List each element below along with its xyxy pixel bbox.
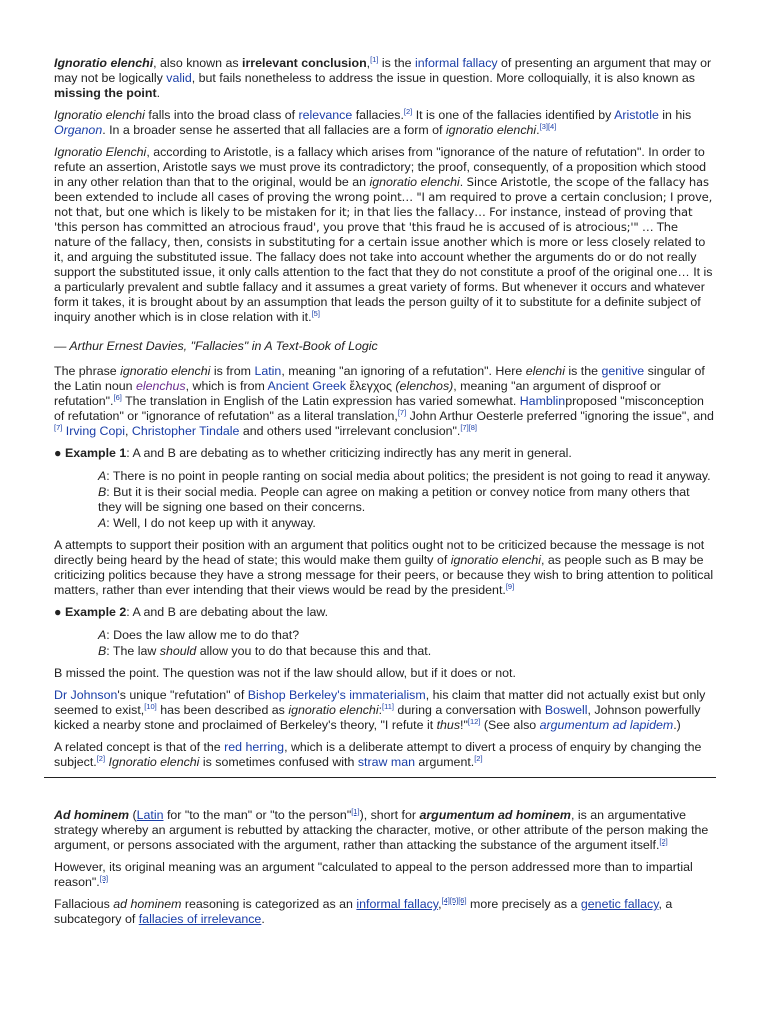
text: : Does the law allow me to do that? (106, 628, 300, 642)
ref-7-8[interactable]: [7][8] (460, 422, 478, 432)
ref-1[interactable]: [1] (351, 806, 360, 816)
link-valid[interactable]: valid (166, 71, 192, 85)
link-bishop-berkeley[interactable]: Bishop Berkeley's (247, 688, 346, 702)
ref-3-4[interactable]: [3][4] (539, 121, 557, 131)
text: more precisely as a (466, 897, 581, 911)
dialog-line (98, 485, 716, 515)
link-boswell[interactable]: Boswell (544, 703, 588, 717)
ref-7[interactable]: [7] (397, 407, 407, 417)
text: argument. (414, 755, 475, 769)
link-genitive[interactable]: genitive (601, 364, 645, 378)
intro-paragraph (54, 56, 716, 101)
link-immaterialism[interactable]: immaterialism (349, 688, 426, 702)
example-1-dialog (98, 469, 716, 531)
bold-term: missing the point (54, 86, 157, 100)
text: , meaning "an ignoring of a refutation". Here (281, 364, 526, 378)
speaker: B (98, 644, 107, 658)
dialog-line (98, 644, 716, 659)
link-aristotle[interactable]: Aristotle (614, 108, 659, 122)
italic-term: thus (436, 718, 461, 732)
text: , (438, 897, 442, 911)
link-argumentum-ad-lapidem[interactable]: argumentum ad lapidem (539, 718, 674, 732)
text: , as people such as B may be criticizing politics because they have a strong message for their peers, or because they wish to bring attention to political matters, rather than ever intending that their views would be read by the president. (54, 553, 714, 597)
ref-2[interactable]: [2] (659, 836, 668, 846)
link-straw-man[interactable]: straw man (357, 755, 415, 769)
text: , a subcategory of (54, 897, 673, 926)
speaker: A (98, 516, 107, 530)
ref-10[interactable]: [10] (144, 701, 157, 711)
text: , which is from (185, 379, 268, 393)
text: .) (673, 718, 681, 732)
text: : A and B are debating as to whether criticizing indirectly has any merit in general. (126, 446, 572, 460)
text: : (378, 703, 383, 717)
quoted-text: Since Aristotle, the scope of the fallacy has been extended to include all cases of proving the wrong point… "I am required to prove a certain conclusion; I prove, not that, but one which is likely to be mistaken for it; in that lies the fallacy… For instance, instead of proving that 'this person has committed an atrocious fraud', you prove that 'this fraud he is accused of is atrocious;'" … The nature of the fallacy, then, consists in substituting for a certain issue another which is more or less closely (54, 175, 713, 249)
link-dr-johnson[interactable]: Dr Johnson (54, 688, 118, 702)
ad-hominem-section (54, 808, 716, 927)
italic-term: Ignoratio Elenchi (54, 145, 147, 159)
link-latin[interactable]: Latin (254, 364, 282, 378)
text: ), short for (359, 808, 420, 822)
example-2-analysis: B missed the point. The question was not if the law should allow, but if it does or not. (54, 666, 516, 680)
italic-term: should (159, 644, 197, 658)
text: , (366, 56, 371, 70)
italic-term: elenchi (525, 364, 565, 378)
text: is the (378, 56, 415, 70)
text: (See also (480, 718, 540, 732)
article-page (54, 56, 716, 934)
link-hamblin[interactable]: Hamblin (519, 394, 566, 408)
link-christopher-tindale[interactable]: Christopher Tindale (131, 424, 240, 438)
italic-term: Ignoratio elenchi (54, 108, 145, 122)
text: The phrase (54, 364, 121, 378)
ref-6[interactable]: [6] (113, 392, 122, 402)
text: has been described as (156, 703, 289, 717)
text: A related concept is that of the (54, 740, 225, 754)
ref-1[interactable]: [1] (370, 54, 379, 64)
text: However, its original meaning was an argument "calculated to appeal to the person addressed more than to impartial reason". (54, 860, 693, 889)
speaker: A (98, 469, 107, 483)
text: . (261, 912, 265, 926)
original-meaning-paragraph (54, 860, 716, 890)
example-1-analysis (54, 538, 716, 598)
text: John Arthur Oesterle preferred "ignoring the issue", and (406, 409, 714, 423)
text: proposed "misconception of refutation" or "ignorance of refutation" as a literal translation, (54, 394, 704, 423)
link-irving-copi[interactable]: Irving Copi (65, 424, 126, 438)
ref-2[interactable]: [2] (474, 753, 483, 763)
red-herring-paragraph (54, 740, 716, 770)
italic-term: Ignoratio elenchi (108, 755, 200, 769)
link-latin[interactable]: Latin (136, 808, 164, 822)
johnson-paragraph (54, 688, 716, 733)
text: , (125, 424, 132, 438)
ref-12[interactable]: [12] (467, 716, 481, 726)
text: , which is a deliberate attempt to divert a process of enquiry by changing the subject. (54, 740, 702, 769)
link-elenchus[interactable]: elenchus (136, 379, 186, 393)
text: 's unique "refutation" of (117, 688, 248, 702)
text: allow you to do that because this and that. (196, 644, 432, 658)
bullet-icon: ● (54, 446, 62, 460)
text: reasoning is categorized as an (181, 897, 357, 911)
link-ancient-greek[interactable]: Ancient Greek (267, 379, 347, 393)
text: , but fails nonetheless to address the issue in question. More colloquially, it is also known as (191, 71, 695, 85)
text: ( (129, 808, 137, 822)
text: is the (564, 364, 602, 378)
italic-term: ignoratio elenchi (288, 703, 379, 717)
example-label: Example 1 (64, 446, 127, 460)
ref-3[interactable]: [3] (99, 873, 109, 883)
ref-4-5-6[interactable]: [4][5][6] (441, 895, 467, 905)
text: , also known as (153, 56, 242, 70)
text: , according to Aristotle, is a fallacy which arises from "ignorance of the nature of refutation". In order to refute an assertion, Aristotle says we must prove its contradictory; the proof, consequently, of a proposition which stood in any other relation than that to the original, would be an (54, 145, 706, 189)
example-label: Example 2 (64, 605, 127, 619)
ref-9[interactable]: [9] (505, 581, 515, 591)
ref-11[interactable]: [11] (382, 701, 394, 711)
italic-term: ad hominem (113, 897, 182, 911)
text: , is an argumentative strategy whereby an argument is rebutted by attacking the character, motive, or other attribute of the person making the argument, or persons associated with the argument, rather than attacking the substance of the argument itself. (54, 808, 709, 852)
italic-term: ignoratio elenchi (450, 553, 541, 567)
link-red-herring[interactable]: red herring (224, 740, 285, 754)
link-fallacies-of-irrelevance[interactable]: fallacies of irrelevance (138, 912, 262, 926)
link-genetic-fallacy[interactable]: genetic fallacy (580, 897, 659, 911)
text: : But it is their social media. People can agree on making a petition or convey notice from many others that they will be signing one based on their concerns. (98, 485, 690, 514)
example-1-heading (54, 446, 716, 461)
text: The translation in English of the Latin expression has varied somewhat. (121, 394, 520, 408)
bold-term: irrelevant conclusion (242, 56, 367, 70)
text: , his claim that matter did not actually exist but only seemed to exist, (54, 688, 706, 717)
text: singular of the Latin noun (54, 364, 705, 393)
text: for "to the man" or "to the person" (163, 808, 352, 822)
ref-2[interactable]: [2] (96, 753, 106, 763)
example-2-heading (54, 605, 716, 620)
text: . (459, 175, 464, 189)
italic-term: ignoratio elenchi (445, 123, 537, 137)
example-2-dialog (98, 628, 716, 659)
etymology-paragraph (54, 364, 716, 439)
text: is sometimes confused with (199, 755, 358, 769)
text: falls into the broad class of (144, 108, 299, 122)
text: related to it, and arguing the substituted issue. The fallacy does not take into account whether the arguments do or do not really support the substituted issue, it only calls attention to the fact that they do not constitute a proof of the original one… It is a particularly prevalent and subtle fallacy and it assumes a great variety of forms. But whenever it occurs and whatever form it takes, it is brought about by an assumption that leads the person guilty of it to substitute for a definite subject of inquiry another which is in close relation with it. (54, 235, 713, 324)
italic-term: ignoratio elenchi (120, 364, 211, 378)
text: : Well, I do not keep up with it anyway. (106, 516, 316, 530)
ref-5[interactable]: [5] (311, 308, 320, 318)
dialog-line (98, 469, 716, 484)
text: It is one of the fallacies identified by (412, 108, 615, 122)
dialog-line (98, 628, 716, 643)
link-informal-fallacy[interactable]: informal fallacy (414, 56, 498, 70)
italic-term: ignoratio elenchi (369, 175, 460, 189)
link-informal-fallacy[interactable]: informal fallacy (356, 897, 439, 911)
text: during a conversation with (393, 703, 545, 717)
text: . (156, 86, 161, 100)
text: : A and B are debating about the law. (126, 605, 329, 619)
text: Fallacious (54, 897, 114, 911)
text: . (536, 123, 540, 137)
bold-term: Ad hominem (54, 808, 130, 822)
text: in his (658, 108, 692, 122)
link-relevance[interactable]: relevance (298, 108, 353, 122)
ad-hominem-intro (54, 808, 716, 853)
text: A attempts to support their position with an argument that politics ought not to be criticized because the message is not directly being heard by the head of state; this would make them guilty of (54, 538, 705, 567)
text: and others used "irrelevant conclusion". (239, 424, 461, 438)
text: , meaning "an argument of disproof or refutation". (54, 379, 661, 408)
ref-7b[interactable]: [7] (54, 422, 63, 432)
bold-term: argumentum ad hominem (419, 808, 571, 822)
quote-paragraph (54, 145, 716, 325)
fallacious-paragraph (54, 897, 716, 927)
bullet-icon: ● (54, 605, 62, 619)
dialog-line (98, 516, 716, 531)
text: : The law (106, 644, 160, 658)
relevance-paragraph (54, 108, 716, 138)
text: is from (210, 364, 255, 378)
text: ἔλεγχος (346, 379, 396, 393)
text: : There is no point in people ranting on social media about politics; the president is not going to read it anyway. (106, 469, 711, 483)
speaker: A (98, 628, 107, 642)
italic-term: (elenchos) (395, 379, 454, 393)
text: !" (460, 718, 468, 732)
text: , Johnson powerfully kicked a nearby stone and proclaimed of Berkeley's theory, "I refute it (54, 703, 701, 732)
text: . In a broader sense he asserted that all fallacies are a form of (102, 123, 446, 137)
term-title: Ignoratio elenchi (54, 56, 154, 70)
link-organon[interactable]: Organon (54, 123, 103, 137)
quote-attribution: — Arthur Ernest Davies, "Fallacies" in A Text-Book of Logic (54, 339, 378, 353)
text: fallacies. (352, 108, 404, 122)
text: of presenting an argument that may or may not be logically (54, 56, 712, 85)
ref-2[interactable]: [2] (403, 106, 413, 116)
section-divider (44, 777, 716, 778)
speaker: B (98, 485, 107, 499)
